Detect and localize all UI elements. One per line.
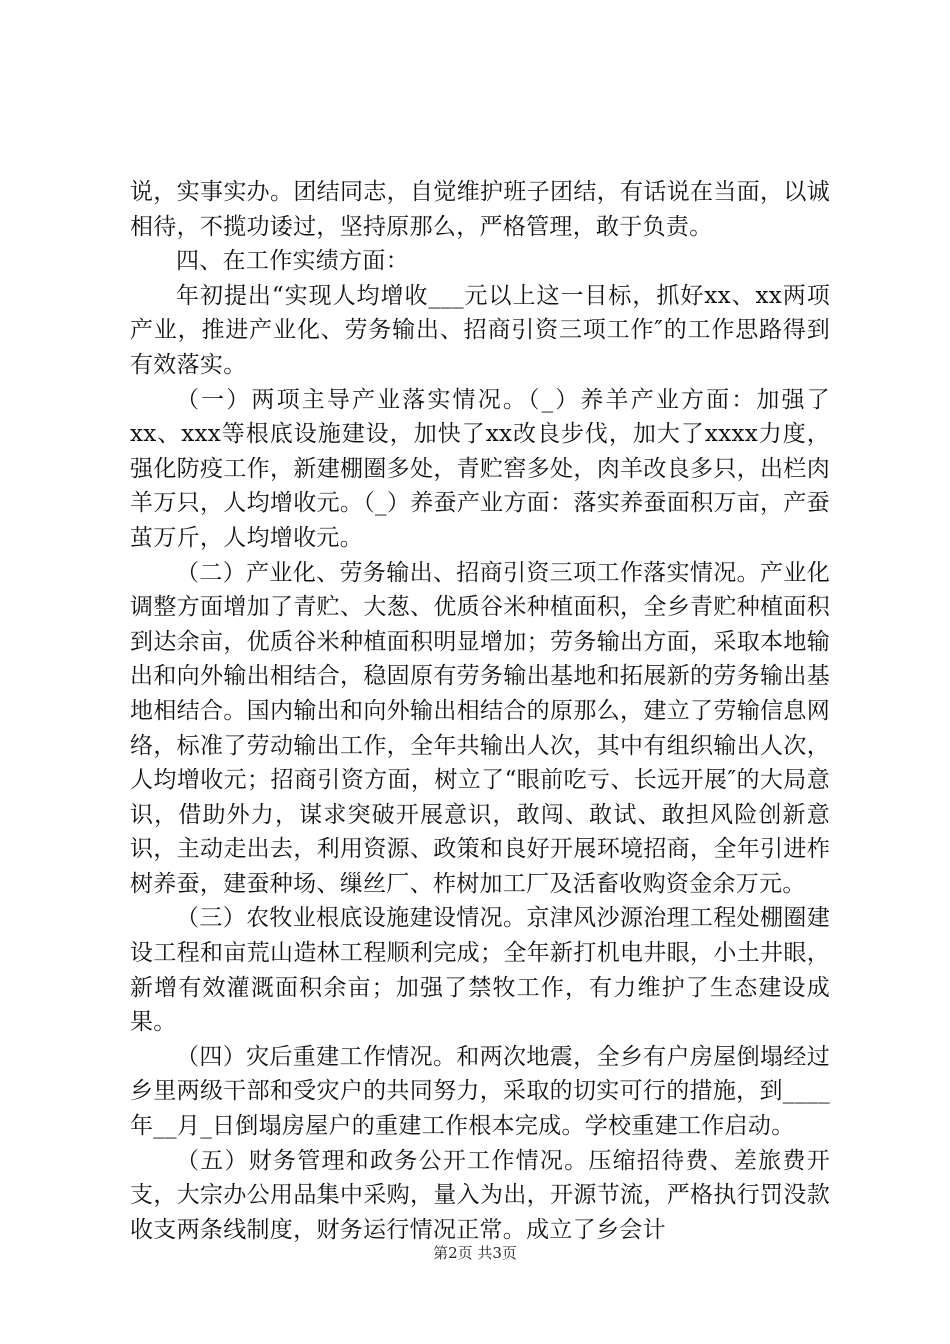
paragraph-infrastructure: （三）农牧业根底设施建设情况。京津风沙源治理工程处棚圈建设工程和亩荒山造林工程顺利完成；全年新打机电井眼，小土井眼，新增有效灌溉面积余亩；加强了禁牧工作，有力维护了生态建设成果。: [130, 905, 830, 1036]
section-heading-work-results: 四、在工作实绩方面：: [176, 248, 409, 275]
document-body: [130, 175, 830, 1247]
paragraph-industry-status: （一）两项主导产业落实情况。（_）养羊产业方面：加强了xx、xxx等根底设施建设，加快了xx改良步伐，加大了xxxx力度，强化防疫工作，新建棚圈多处，青贮窖多处，肉羊改良多只，出栏肉羊万只，人均增收元。（_）养蚕产业方面：落实养蚕面积万亩，产蚕茧万斤，人均增收元。: [130, 386, 830, 551]
paragraph-finance: （五）财务管理和政务公开工作情况。压缩招待费、差旅费开支，大宗办公用品集中采购，量入为出，开源节流，严格执行罚没款收支两条线制度，财务运行情况正常。成立了乡会计: [130, 1147, 830, 1243]
paragraph-reconstruction: （四）灾后重建工作情况。和两次地震，全乡有户房屋倒塌经过乡里两级干部和受灾户的共同努力，采取的切实可行的措施，到____年__月_日倒塌房屋户的重建工作根本完成。学校重建工作启动。: [130, 1043, 830, 1140]
page-number-footer: 第2页 共3页: [433, 1244, 517, 1262]
paragraph-three-works: （二）产业化、劳务输出、招商引资三项工作落实情况。产业化调整方面增加了青贮、大葱、优质谷米种植面积，全乡青贮种植面积到达余亩，优质谷米种植面积明显增加；劳务输出方面，采取本地输出和向外输出相结合，稳固原有劳务输出基地和拓展新的劳务输出基地相结合。国内输出和向外输出相结合的原那么，建立了劳输信息网络，标准了劳动输出工作，全年共输出人次，其中有组织输出人次，人均增收元；招商引资方面，树立了“眼前吃亏、长远开展″的大局意识，借助外力，谋求突破开展意识，敢闯、敢试、敢担风险创新意识，主动走出去，利用资源、政策和良好开展环境招商，全年引进柞树养蚕，建蚕种场、缫丝厂、柞树加工厂及活畜收购资金余万元。: [130, 559, 830, 897]
paragraph-annual-goal: 年初提出“实现人均增收___元以上这一目标，抓好xx、xx两项产业，推进产业化、劳务输出、招商引资三项工作″的工作思路得到有效落实。: [130, 282, 830, 378]
paragraph-continuation: 说，实事实办。团结同志，自觉维护班子团结，有话说在当面，以诚相待，不揽功诿过，坚持原那么，严格管理，敢于负责。: [130, 179, 830, 240]
